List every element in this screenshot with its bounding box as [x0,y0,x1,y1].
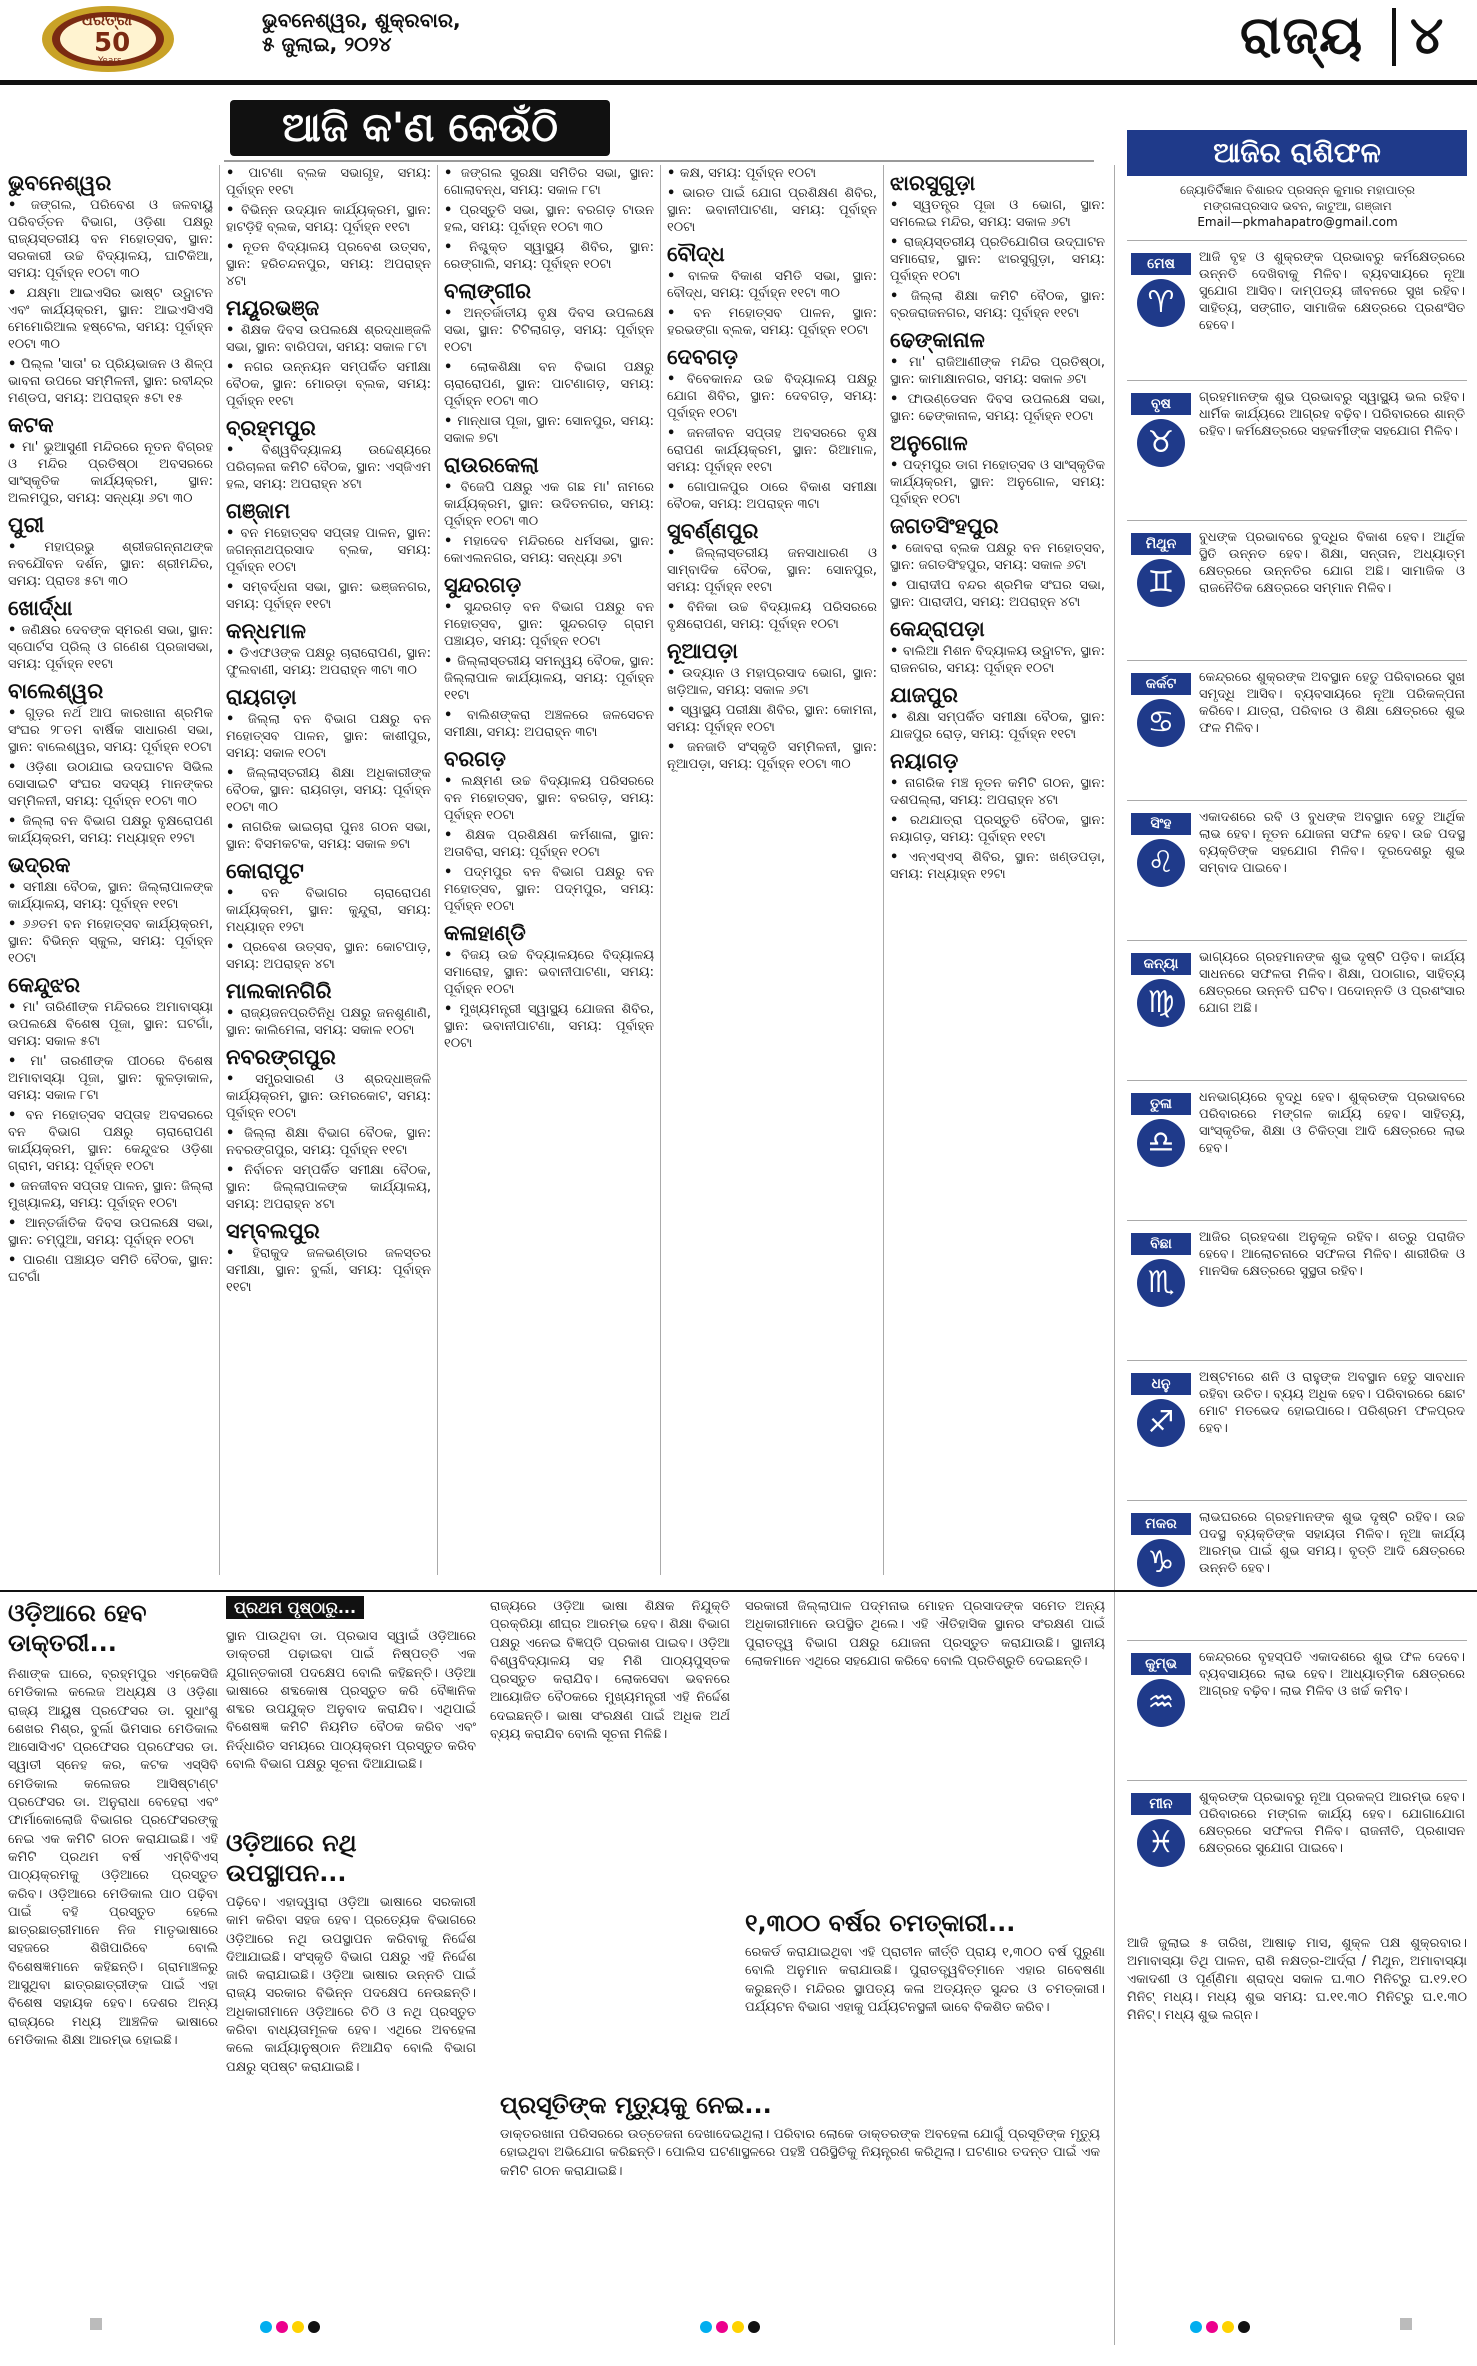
event-listing: • ନାଗରିକ ମଞ୍ଚ ନୂତନ କମିଟି ଗଠନ, ସ୍ଥାନ: ଦଶପଲ୍ଲା, ସମୟ: ଅପରାହ୍ନ ୪ଟା [890,775,1105,809]
event-listing: • ଶିକ୍ଷା ସମ୍ପର୍କିତ ସମୀକ୍ଷା ବୈଠକ, ସ୍ଥାନ: ଯାଜପୁର ରୋଡ଼, ସମୟ: ପୂର୍ବାହ୍ନ ୧୧ଟା [890,709,1105,743]
section-title: ରାଜ୍ୟ [1240,6,1364,66]
logo-sub: Years [98,56,122,66]
horoscope-row [1127,660,1467,801]
zodiac-sign-label: ତୁଳା [1131,1093,1191,1115]
event-listing: • ଉଦ୍ୟାନ ଓ ମହାପ୍ରସାଦ ଭୋଗ, ସ୍ଥାନ: ଖଡ଼ିଆଳ, ସମୟ: ସକାଳ ୬ଟା [667,665,877,699]
event-listing: • ବନ ବିଭାଗର ଚାରାରୋପଣ କାର୍ଯ୍ୟକ୍ରମ, ସ୍ଥାନ: କୁନ୍ଦୁରା, ସମୟ: ମଧ୍ୟାହ୍ନ ୧୨ଟା [226,885,431,936]
event-listing: • ବାଲିଆ ମିଶନ ବିଦ୍ୟାଳୟ ଉଦ୍ଘାଟନ, ସ୍ଥାନ: ରାଜନଗର, ସମୟ: ପୂର୍ବାହ୍ନ ୧୦ଟା [890,643,1105,677]
registration-mark-right [1400,2318,1412,2332]
zodiac-symbol-icon: ♌ [1137,839,1185,887]
event-listing: • ମା' ରାଜିଆଣୀଙ୍କ ମନ୍ଦିର ପ୍ରତିଷ୍ଠା, ସ୍ଥାନ: କାମାକ୍ଷାନଗର, ସମୟ: ସକାଳ ୬ଟା [890,354,1105,388]
event-listing: • ମହାପ୍ରଭୁ ଶ୍ରୀଜଗନ୍ନାଥଙ୍କ ନବଯୌବନ ଦର୍ଶନ, ସ୍ଥାନ: ଶ୍ରୀମନ୍ଦିର, ସମୟ: ପ୍ରାତଃ ୫ଟା ୩୦ [8,539,213,590]
event-listing: • ପ୍ରସ୍ତୁତି ସଭା, ସ୍ଥାନ: ବରଗଡ଼ ଟାଉନ ହଲ, ସମୟ: ପୂର୍ବାହ୍ନ ୧୦ଟା ୩୦ [444,202,654,236]
city-heading: ପୁରୀ [8,513,45,537]
event-listing: • ବନ ମହୋତ୍ସବ ସପ୍ତାହ ଅବସରରେ ବନ ବିଭାଗ ପକ୍ଷରୁ ଚାରାରୋପଣ କାର୍ଯ୍ୟକ୍ରମ, ସ୍ଥାନ: କେନ୍ଦୁଝର ଓଡ଼ିଶା ଗ୍ରାମ, ସମୟ: ପୂର୍ବାହ୍ନ ୧୦ଟା [8,1107,213,1175]
event-listing: • ନିଶ୍ଚୁକ୍ତ ସ୍ୱାସ୍ଥ୍ୟ ଶିବିର, ସ୍ଥାନ: ରେଙ୍ଗାଲି, ସମୟ: ପୂର୍ବାହ୍ନ ୧୦ଟା [444,239,654,273]
event-listing: • ଗୁଡ଼ର ନର୍ଥ ଆପ କାରଖାନା ଶ୍ରମିକ ସଂଘର ୨୮ତମ ବାର୍ଷିକ ସାଧାରଣ ସଭା, ସ୍ଥାନ: ବାଲେଶ୍ୱର, ସମୟ: ପୂର୍ବାହ୍ନ ୧୦ଟା [8,705,213,756]
listing-column-5 [890,165,1105,1575]
story-1-body: ନିଶାଙ୍କ ଘାରେ, ବ୍ରହ୍ମପୁର ଏମ୍‌କେସିଜି ମେଡିକାଲ କଲେଜ ଅଧ୍ୟକ୍ଷ ଓ ଓଡ଼ିଶା ରାଜ୍ୟ ଆୟୁଷ ପ୍ରଫେସର ଡା. ସୁଧାଂଶୁ ଶେଖର ମିଶ୍ର, ବୁର୍ଲା ଭିମସାର ମେଡିକାଲ ଆସୋସିଏଟ ପ୍ରଫେସର ପ୍ରଫେସର ଡା. ସ୍ୱାତୀ ସ୍ନେହ କର, କଟକ ଏସ୍‌ସିବି ମେଡିକାଲ କଲେଜର ଆସିଷ୍ଟାଣ୍ଟ ପ୍ରଫେସର ଡା. ଅନୁରାଧା ବେହେରା ଏବଂ ଫାର୍ମାକୋଲୋଜି ବିଭାଗର ପ୍ରଫେସରଙ୍କୁ ନେଇ ଏକ କମିଟି ଗଠନ କରାଯାଇଛି। ଏହି କମିଟି ପ୍ରଥମ ବର୍ଷ ଏମ୍‌ବିବିଏସ୍ ପାଠ୍ୟକ୍ରମକୁ ଓଡ଼ିଆରେ ପ୍ରସ୍ତୁତ କରିବ। ଓଡ଼ିଆରେ ମେଡିକାଲ ପାଠ ପଢ଼ିବା ପାଇଁ ବହି ପ୍ରସ୍ତୁତ ହେଲେ ଛାତ୍ରଛାତ୍ରୀମାନେ ନିଜ ମାତୃଭାଷାରେ ସହଜରେ ଶିଖିପାରିବେ ବୋଲି ବିଶେଷଜ୍ଞମାନେ କହିଛନ୍ତି। ଗ୍ରାମାଞ୍ଚଳରୁ ଆସୁଥିବା ଛାତ୍ରଛାତ୍ରୀଙ୍କ ପାଇଁ ଏହା ବିଶେଷ ସହାୟକ ହେବ। ଦେଶର ଅନ୍ୟ ରାଜ୍ୟରେ ମଧ୍ୟ ଆଞ୍ଚଳିକ ଭାଷାରେ ମେଡିକାଲ ଶିକ୍ଷା ଆରମ୍ଭ ହୋଇଛି। [8,1667,218,2048]
event-listing: • ରଥଯାତ୍ରା ପ୍ରସ୍ତୁତି ବୈଠକ, ସ୍ଥାନ: ନୟାଗଡ଼, ସମୟ: ପୂର୍ବାହ୍ନ ୧୧ଟା [890,812,1105,846]
horoscope-title: ଆଜିର ରାଶିଫଳ [1127,130,1467,176]
zodiac-symbol-icon: ♉ [1137,419,1185,467]
astrologer-address: ମଙ୍ଗଳାପ୍ରସାଦ ଭବନ, କାଟୁଆ, ଗଞ୍ଜାମ [1203,199,1392,213]
zodiac-sign-label: ମେଷ [1131,253,1191,275]
horoscope-row [1127,1220,1467,1361]
event-listing: • ୬୬ତମ ବନ ମହୋତ୍ସବ କାର୍ଯ୍ୟକ୍ରମ, ସ୍ଥାନ: ବିଭିନ୍ନ ସ୍କୁଲ, ସମୟ: ପୂର୍ବାହ୍ନ ୧୦ଟା [8,916,213,967]
event-listing: • ଭାରତ ପାଇଁ ଯୋଗ ପ୍ରଶିକ୍ଷଣ ଶିବିର, ସ୍ଥାନ: ଭବାନୀପାଟଣା, ସମୟ: ପୂର୍ବାହ୍ନ ୧୦ଟା [667,185,877,236]
city-heading: ନୂଆପଡ଼ା [667,639,738,663]
city-heading: ଦେବଗଡ଼ [667,345,738,369]
section-divider [1392,8,1396,66]
city-heading: କଳାହାଣ୍ଡି [444,921,526,945]
event-listing: • ଜନଜୀବନ ସପ୍ତାହ ପାଳନ, ସ୍ଥାନ: ଜିଲ୍ଲା ମୁଖ୍ୟାଳୟ, ସମୟ: ପୂର୍ବାହ୍ନ ୧୦ଟା [8,1178,213,1212]
event-listing: • ଜୋବରା ବ୍ଲକ ପକ୍ଷରୁ ବନ ମହୋତ୍ସବ, ସ୍ଥାନ: ଜଗତସିଂହପୁର, ସମୟ: ସକାଳ ୬ଟା [890,540,1105,574]
event-listing: • ସ୍ୱତନ୍ତ୍ର ପୂଜା ଓ ଭୋଗ, ସ୍ଥାନ: ସମଲେଇ ମନ୍ଦିର, ସମୟ: ସକାଳ ୬ଟା [890,197,1105,231]
zodiac-symbol-icon: ♏ [1137,1259,1185,1307]
event-listing: • ବାଳକ ବିକାଶ ସମିତି ସଭା, ସ୍ଥାନ: ବୌଦ୍ଧ, ସମୟ: ପୂର୍ବାହ୍ନ ୧୧ଟା ୩୦ [667,268,877,302]
event-listing: • ବିଭିନ୍ନ ଉଦ୍ୟାନ କାର୍ଯ୍ୟକ୍ରମ, ସ୍ଥାନ: ହାଟଡ଼ିହି ବ୍ଲକ, ସମୟ: ପୂର୍ବାହ୍ନ ୧୧ଟା [226,202,431,236]
city-heading: ମାଲକାନଗିରି [226,979,332,1003]
horoscope-text: ଏକାଦଶରେ ରବି ଓ ବୁଧଙ୍କ ଅବସ୍ଥାନ ହେତୁ ଆର୍ଥିକ ଲାଭ ହେବ। ନୂତନ ଯୋଜନା ସଫଳ ହେବ। ଉଚ୍ଚ ପଦସ୍ଥ ବ୍ୟକ୍ତିଙ୍କ ସହଯୋଗ ମିଳିବ। ଦୂରଦେଶରୁ ଶୁଭ ସମ୍ବାଦ ପାଇବେ। [1199,810,1465,876]
event-listing: • ମାନ୍ଧାତା ପୂଜା, ସ୍ଥାନ: ସୋନପୁର, ସମୟ: ସକାଳ ୭ଟା [444,413,654,447]
event-listing: • ଜଙ୍ଗଲ, ପରିବେଶ ଓ ଜଳବାୟୁ ପରିବର୍ତ୍ତନ ବିଭାଗ, ଓଡ଼ିଶା ପକ୍ଷରୁ ରାଜ୍ୟସ୍ତରୀୟ ବନ ମହୋତ୍ସବ, ସ୍ଥାନ: ସରକାରୀ ଉଚ୍ଚ ବିଦ୍ୟାଳୟ, ଘାଟିକିଆ, ସମୟ: ପୂର୍ବାହ୍ନ ୧୦ଟା ୩୦ [8,197,213,282]
event-listing: • ବିନିକା ଉଚ୍ଚ ବିଦ୍ୟାଳୟ ପରିସରରେ ବୃକ୍ଷରୋପଣ, ସମୟ: ପୂର୍ବାହ୍ନ ୧୦ଟା [667,599,877,633]
event-listing: • ମା' ଭୁଆସୁଣୀ ମନ୍ଦିରରେ ନୂତନ ବିଗ୍ରହ ଓ ମନ୍ଦିର ପ୍ରତିଷ୍ଠା ଅବସରରେ ସାଂସ୍କୃତିକ କାର୍ଯ୍ୟକ୍ରମ, ସ୍ଥାନ: ଅଲମପୁର, ସମୟ: ସନ୍ଧ୍ୟା ୬ଟା ୩୦ [8,439,213,507]
story-6-headline: ୧,୩୦୦ ବର୍ଷର ଚମତ୍କାରୀ... [745,1909,1016,1937]
city-heading: ବୌଦ୍ଧ [667,242,725,266]
column-divider [219,165,220,1575]
city-heading: ବରଗଡ଼ [444,747,506,771]
event-listing: • ବିଜୟ ଉଚ୍ଚ ବିଦ୍ୟାଳୟରେ ବିଦ୍ୟାଳୟ ସମାରୋହ, ସ୍ଥାନ: ଭବାନୀପାଟଣା, ସମୟ: ପୂର୍ବାହ୍ନ ୧୦ଟା [444,947,654,998]
zodiac-symbol-icon: ♒ [1137,1679,1185,1727]
event-listing: • ବିବେକାନନ୍ଦ ଉଚ୍ଚ ବିଦ୍ୟାଳୟ ପକ୍ଷରୁ ଯୋଗ ଶିବିର, ସ୍ଥାନ: ଦେବଗଡ଼, ସମୟ: ପୂର୍ବାହ୍ନ ୧୦ଟା [667,371,877,422]
zodiac-symbol-icon: ♍ [1137,979,1185,1027]
event-listing: • ସୁନ୍ଦରଗଡ଼ ବନ ବିଭାଗ ପକ୍ଷରୁ ବନ ମହୋତ୍ସବ, ସ୍ଥାନ: ସୁନ୍ଦରଗଡ଼ ଗ୍ରାମ ପଞ୍ଚାୟତ, ସମୟ: ପୂର୍ବାହ୍ନ ୧୦ଟା [444,599,654,650]
event-listing: • ଜିଲ୍ଲାସ୍ତରୀୟ ସମନ୍ୱୟ ବୈଠକ, ସ୍ଥାନ: ଜିଲ୍ଲାପାଳ କାର୍ଯ୍ୟାଳୟ, ସମୟ: ପୂର୍ବାହ୍ନ ୧୧ଟା [444,653,654,704]
story-3-headline: ଓଡ଼ିଆରେ ନଥି ଉପସ୍ଥାପନ... [226,1829,357,1887]
story-5-body: ସରକାରୀ ଜିଲ୍ଲାପାଳ ପଦ୍ମନାଭ ମୋହନ ପ୍ରସାଦଙ୍କ ସମେତ ଅନ୍ୟ ଅଧିକାରୀମାନେ ଉପସ୍ଥିତ ଥିଲେ। ଏହି ଐତିହାସିକ ସ୍ଥାନର ସଂରକ୍ଷଣ ପାଇଁ ପୁରାତତ୍ତ୍ୱ ବିଭାଗ ପକ୍ଷରୁ ଯୋଜନା ପ୍ରସ୍ତୁତ କରାଯାଉଛି। ସ୍ଥାନୀୟ ଲୋକମାନେ ଏଥିରେ ସହଯୋଗ କରିବେ ବୋଲି ପ୍ରତିଶ୍ରୁତି ଦେଇଛନ୍ତି। [745,1599,1105,1669]
event-listing: • ରାଜ୍ୟସ୍ତରୀୟ ପ୍ରତିଯୋଗିତା ଉଦ୍‌ଘାଟନ ସମାରୋହ, ସ୍ଥାନ: ଝାରସୁଗୁଡ଼ା, ସମୟ: ପୂର୍ବାହ୍ନ ୧୦ଟା [890,234,1105,285]
horoscope-row [1127,1640,1467,1781]
event-listing: • ଗୋପାଳପୁର ଠାରେ ବିକାଶ ସମୀକ୍ଷା ବୈଠକ, ସମୟ: ଅପରାହ୍ନ ୩ଟା [667,479,877,513]
zodiac-sign-label: କର୍କଟ [1131,673,1191,695]
event-listing: • ଓଡ଼ିଶା ଉଠାଯାଇ ଉଦଘାଟନ ସିଭିଲ ସୋସାଇଟି ସଂଘର ସଦସ୍ୟ ମାନଙ୍କର ସମ୍ମିଳନୀ, ସମୟ: ପୂର୍ବାହ୍ନ ୧୦ଟା ୩୦ [8,759,213,810]
cmyk-dots-2 [700,2318,764,2332]
zodiac-sign-label: ମକର [1131,1513,1191,1535]
city-heading: କେନ୍ଦ୍ରାପଡ଼ା [890,617,985,641]
event-listing: • ମହାଦେବ ମନ୍ଦିରରେ ଧର୍ମସଭା, ସ୍ଥାନ: କୋଏଲନଗର, ସମୟ: ସନ୍ଧ୍ୟା ୬ଟା [444,533,654,567]
city-heading: କୋରାପୁଟ [226,859,304,883]
logo-number: 50 [94,28,131,58]
horoscope-row [1127,1780,1467,1921]
city-heading: ଖୋର୍ଦ୍ଧା [8,596,73,620]
event-listing: • ପଦ୍ମପୁର ବନ ବିଭାଗ ପକ୍ଷରୁ ବନ ମହୋତ୍ସବ, ସ୍ଥାନ: ପଦ୍ମପୁର, ସମୟ: ପୂର୍ବାହ୍ନ ୧୦ଟା [444,864,654,915]
event-listing: • ଶିକ୍ଷକ ଦିବସ ଉପଲକ୍ଷେ ଶ୍ରଦ୍ଧାଞ୍ଜଳି ସଭା, ସ୍ଥାନ: ବାରିପଦା, ସମୟ: ସକାଳ ୮ଟା [226,322,431,356]
event-listing: • ବନ ମହୋତ୍ସବ ପାଳନ, ସ୍ଥାନ: ହରଭଙ୍ଗା ବ୍ଲକ, ସମୟ: ପୂର୍ବାହ୍ନ ୧୦ଟା [667,305,877,339]
story-7-body: ଡାକ୍ତରଖାନା ପରିସରରେ ଉତ୍ତେଜନା ଦେଖାଦେଇଥିଲା। ପରିବାର ଲୋକେ ଡାକ୍ତରଙ୍କ ଅବହେଳା ଯୋଗୁଁ ପ୍ରସୂତିଙ୍କ ମୃତ୍ୟୁ ହୋଇଥିବା ଅଭିଯୋଗ କରିଛନ୍ତି। ପୋଲିସ ଘଟଣାସ୍ଥଳରେ ପହଞ୍ଚି ପରିସ୍ଥିତିକୁ ନିୟନ୍ତ୍ରଣ କରିଥିଲା। ଘଟଣାର ତଦନ୍ତ ପାଇଁ ଏକ କମିଟି ଗଠନ କରାଯାଇଛି। [500,2127,1100,2179]
event-listing: • ଜନଜାତି ସଂସ୍କୃତି ସମ୍ମିଳନୀ, ସ୍ଥାନ: ନୂଆପଡ଼ା, ସମୟ: ପୂର୍ବାହ୍ନ ୧୦ଟା ୩୦ [667,739,877,773]
story-4-body: ରାଜ୍ୟରେ ଓଡ଼ିଆ ଭାଷା ଶିକ୍ଷକ ନିଯୁକ୍ତି ପ୍ରକ୍ରିୟା ଶୀଘ୍ର ଆରମ୍ଭ ହେବ। ଶିକ୍ଷା ବିଭାଗ ପକ୍ଷରୁ ଏନେଇ ବିଜ୍ଞପ୍ତି ପ୍ରକାଶ ପାଇବ। ଓଡ଼ିଆ ବିଶ୍ୱବିଦ୍ୟାଳୟ ସହ ମିଶି ପାଠ୍ୟପୁସ୍ତକ ପ୍ରସ୍ତୁତ କରାଯିବ। ଲୋକସେବା ଭବନରେ ଆୟୋଜିତ ବୈଠକରେ ମୁଖ୍ୟମନ୍ତ୍ରୀ ଏହି ନିର୍ଦ୍ଦେଶ ଦେଇଛନ୍ତି। ଭାଷା ସଂରକ୍ଷଣ ପାଇଁ ଅଧିକ ଅର୍ଥ ବ୍ୟୟ କରାଯିବ ବୋଲି ସୂଚନା ମିଳିଛି। [490,1599,730,1743]
listings-banner: ଆଜି କ'ଣ କେଉଁଠି [230,100,610,156]
event-listing: • ବାଲିଶଙ୍କରା ଅଞ୍ଚଳରେ ଜଳସେଚନ ସମୀକ୍ଷା, ସମୟ: ଅପରାହ୍ନ ୩ଟା [444,707,654,741]
story-1-headline: ଓଡ଼ିଆରେ ହେବ ଡାକ୍ତରୀ... [8,1599,147,1657]
dateline-day: ଭୁବନେଶ୍ୱର, ଶୁକ୍ରବାର, [262,8,461,32]
story-2 [226,1598,476,2364]
city-heading: ଭଦ୍ରକ [8,853,71,877]
story-7-headline: ପ୍ରସୂତିଙ୍କ ମୃତ୍ୟୁକୁ ନେଇ... [500,2091,772,2119]
zodiac-sign-label: ମୀନ [1131,1793,1191,1815]
horoscope-text: ଭାଗ୍ୟରେ ଗ୍ରହମାନଙ୍କ ଶୁଭ ଦୃଷ୍ଟି ପଡ଼ିବ। କାର୍ଯ୍ୟ ସାଧନରେ ସଫଳତା ମିଳିବ। ଶିକ୍ଷା, ପଠାଗାର, ସାହିତ୍ୟ କ୍ଷେତ୍ରରେ ଉନ୍ନତି ଘଟିବ। ପଦୋନ୍ନତି ଓ ପ୍ରଶଂସାର ଯୋଗ ଅଛି। [1199,950,1465,1016]
event-listing: • ପାରାଦୀପ ବନ୍ଦର ଶ୍ରମିକ ସଂଘର ସଭା, ସ୍ଥାନ: ପାରାଦୀପ, ସମୟ: ଅପରାହ୍ନ ୪ଟା [890,577,1105,611]
city-heading: ନୟାଗଡ଼ [890,749,959,773]
event-listing: • ନୂତନ ବିଦ୍ୟାଳୟ ପ୍ରବେଶ ଉତ୍ସବ, ସ୍ଥାନ: ହରିଚନ୍ଦନପୁର, ସମୟ: ଅପରାହ୍ନ ୪ଟା [226,239,431,290]
banner-rule [224,160,1094,162]
event-listing: • ଜନଜୀବନ ସପ୍ତାହ ଅବସରରେ ବୃକ୍ଷ ରୋପଣ କାର୍ଯ୍ୟକ୍ରମ, ସ୍ଥାନ: ରିଆମାଳ, ସମୟ: ପୂର୍ବାହ୍ନ ୧୧ଟା [667,425,877,476]
event-listing: • ସ୍ୱାସ୍ଥ୍ୟ ପରୀକ୍ଷା ଶିବିର, ସ୍ଥାନ: କୋମନା, ସମୟ: ପୂର୍ବାହ୍ନ ୧୦ଟା [667,702,877,736]
event-listing: • ମୁଖ୍ୟମନ୍ତ୍ରୀ ସ୍ୱାସ୍ଥ୍ୟ ଯୋଜନା ଶିବିର, ସ୍ଥାନ: ଭବାନୀପାଟଣା, ସମୟ: ପୂର୍ବାହ୍ନ ୧୦ଟା [444,1001,654,1052]
zodiac-sign-label: କୁମ୍ଭ [1131,1653,1191,1675]
from-front-page-tag: ପ୍ରଥମ ପୃଷ୍ଠାରୁ... [226,1596,364,1619]
zodiac-sign-label: ଧନୁ [1131,1373,1191,1395]
horoscope-text: ଅଷ୍ଟମରେ ଶନି ଓ ରାହୁଙ୍କ ଅବସ୍ଥାନ ହେତୁ ସାବଧାନ ରହିବା ଉଚିତ। ବ୍ୟୟ ଅଧିକ ହେବ। ପରିବାରରେ ଛୋଟ ମୋଟ ମତଭେଦ ହୋଇପାରେ। ପରିଶ୍ରମ ଫଳପ୍ରଦ ହେବ। [1199,1370,1465,1436]
logo-title: ଧରିତ୍ରୀ [82,10,132,29]
listing-column-3 [444,165,654,1575]
story-5 [745,1598,1105,2104]
zodiac-symbol-icon: ♋ [1137,699,1185,747]
cmyk-dots-1 [260,2318,324,2332]
city-heading: ମୟୂରଭଞ୍ଜ [226,296,320,320]
page-number: ୪ [1410,6,1444,66]
horoscope-text: ଶୁକ୍ରଙ୍କ ପ୍ରଭାବରୁ ନୂଆ ପ୍ରକଳ୍ପ ଆରମ୍ଭ ହେବ। ପରିବାରରେ ମଙ୍ଗଳ କାର୍ଯ୍ୟ ହେବ। ଯୋଗାଯୋଗ କ୍ଷେତ୍ରରେ ସଫଳତା ମିଳିବ। ରାଜନୀତି, ପ୍ରଶାସନ କ୍ଷେତ୍ରରେ ସୁଯୋଗ ପାଇବେ। [1199,1790,1465,1856]
zodiac-sign-label: କନ୍ୟା [1131,953,1191,975]
astrologer-email: Email—pkmahapatro@gmail.com [1197,215,1398,229]
city-heading: ରାୟଗଡ଼ା [226,685,297,709]
masthead [0,0,1477,80]
event-listing: • ପ୍ରବେଶ ଉତ୍ସବ, ସ୍ଥାନ: କୋଟପାଡ଼, ସମୟ: ଅପରାହ୍ନ ୪ଟା [226,939,431,973]
zodiac-symbol-icon: ♓ [1137,1819,1185,1867]
event-listing: • ଜଙ୍ଗଲ ସୁରକ୍ଷା ସମିତିର ସଭା, ସ୍ଥାନ: ଗୋଲାବନ୍ଧ, ସମୟ: ସକାଳ ୮ଟା [444,165,654,199]
event-listing: • ପାରଣା ପଞ୍ଚାୟତ ସମିତି ବୈଠକ, ସ୍ଥାନ: ଘଟଗାଁ [8,1252,213,1286]
zodiac-sign-label: ମିଥୁନ [1131,533,1191,555]
city-heading: ଢେଙ୍କାନାଳ [890,328,985,352]
event-listing: • ରାଜ୍ୟଜନପ୍ରତିନିଧି ପକ୍ଷରୁ ଜନଶୁଣାଣି, ସ୍ଥାନ: କାଲିମେଳା, ସମୟ: ସକାଳ ୧୦ଟା [226,1005,431,1039]
horoscope-row [1127,1500,1467,1641]
listing-column-1 [8,165,213,1575]
cmyk-dots-3 [1190,2318,1254,2332]
city-heading: ଗଞ୍ଜାମ [226,499,291,523]
zodiac-symbol-icon: ♈ [1137,279,1185,327]
event-listing: • ଡିଏଫଓଙ୍କ ପକ୍ଷରୁ ଚାରାରୋପଣ, ସ୍ଥାନ: ଫୁଲବାଣୀ, ସମୟ: ଅପରାହ୍ନ ୩ଟା ୩୦ [226,645,431,679]
event-listing: • ଜିଲ୍ଲା ବନ ବିଭାଗ ପକ୍ଷରୁ ବୃକ୍ଷରୋପଣ କାର୍ଯ୍ୟକ୍ରମ, ସମୟ: ମଧ୍ୟାହ୍ନ ୧୨ଟା [8,813,213,847]
event-listing: • ମା' ତାରିଣୀଙ୍କ ମନ୍ଦିରରେ ଅମାବାସ୍ୟା ଉପଲକ୍ଷେ ବିଶେଷ ପୂଜା, ସ୍ଥାନ: ଘଟଗାଁ, ସମୟ: ସକାଳ ୫ଟା [8,999,213,1050]
dateline-date: ୫ ଜୁଲାଇ, ୨୦୨୪ [262,32,392,56]
horoscope-text: ଗ୍ରହମାନଙ୍କ ଶୁଭ ପ୍ରଭାବରୁ ସ୍ୱାସ୍ଥ୍ୟ ଭଲ ରହିବ। ଧାର୍ମିକ କାର୍ଯ୍ୟରେ ଆଗ୍ରହ ବଢ଼ିବ। ପରିବାରରେ ଶାନ୍ତି ରହିବ। କର୍ମକ୍ଷେତ୍ରରେ ସହକର୍ମୀଙ୍କ ସହଯୋଗ ମିଳିବ। [1199,390,1465,439]
event-listing: • ଜିଲ୍ଲା ଶିକ୍ଷା ବିଭାଗ ବୈଠକ, ସ୍ଥାନ: ନବରଙ୍ଗପୁର, ସମୟ: ପୂର୍ବାହ୍ନ ୧୧ଟା [226,1125,431,1159]
event-listing: • ଜିଲ୍ଲା ବନ ବିଭାଗ ପକ୍ଷରୁ ବନ ମହୋତ୍ସବ ପାଳନ, ସ୍ଥାନ: କାଶୀପୁର, ସମୟ: ସକାଳ ୧୦ଟା [226,711,431,762]
horoscope-row [1127,1080,1467,1221]
city-heading: ବଲାଙ୍ଗୀର [444,279,531,303]
event-listing: • ନିର୍ବାଚନ ସମ୍ପର୍କିତ ସମୀକ୍ଷା ବୈଠକ, ସ୍ଥାନ: ଜିଲ୍ଲାପାଳଙ୍କ କାର୍ଯ୍ୟାଳୟ, ସମୟ: ଅପରାହ୍ନ ୪ଟା [226,1162,431,1213]
event-listing: • ଲକ୍ଷ୍ମଣ ଉଚ୍ଚ ବିଦ୍ୟାଳୟ ପରିସରରେ ବନ ମହୋତ୍ସବ, ସ୍ଥାନ: ବରଗଡ଼, ସମୟ: ପୂର୍ବାହ୍ନ ୧୦ଟା [444,773,654,824]
event-listing: • ନାଗରିକ ଭାଇଚାରା ପୁନଃ ଗଠନ ସଭା, ସ୍ଥାନ: ବିସମକଟକ, ସମୟ: ସକାଳ ୭ଟା [226,819,431,853]
horoscope-row [1127,800,1467,941]
registration-mark-left [90,2318,102,2332]
horoscope-text: ଆଜି ବୃହ ଓ ଶୁକ୍ରଙ୍କ ପ୍ରଭାବରୁ କର୍ମକ୍ଷେତ୍ରରେ ଉନ୍ନତି ଦେଖିବାକୁ ମିଳିବ। ବ୍ୟବସାୟରେ ନୂଆ ସୁଯୋଗ ଆସିବ। ଦାମ୍ପତ୍ୟ ଜୀବନରେ ସୁଖ ରହିବ। ସାହିତ୍ୟ, ସଙ୍ଗୀତ, ସାମାଜିକ କ୍ଷେତ୍ରରେ ପ୍ରଶଂସିତ ହେବେ। [1199,250,1465,333]
horoscope-byline [1130,182,1465,230]
column-divider [1114,165,1115,2345]
column-divider [660,165,661,1575]
event-listing: • ଅନ୍ତର୍ଜାତୀୟ ବୃକ୍ଷ ଦିବସ ଉପଲକ୍ଷେ ସଭା, ସ୍ଥାନ: ଟିଟିଲାଗଡ଼, ସମୟ: ପୂର୍ବାହ୍ନ ୧୦ଟା [444,305,654,356]
lower-section-rule [0,1590,1477,1592]
event-listing: • ବିଶ୍ୱବିଦ୍ୟାଳୟ ଉଦ୍ଦେଶ୍ୟରେ ପରିଚାଳନା କମିଟି ବୈଠକ, ସ୍ଥାନ: ଏସ୍‌ଜିଏମ ହଲ, ସମୟ: ଅପରାହ୍ନ ୪ଟା [226,442,431,493]
event-listing: • ଜଣିକ୍ଷର ଦେବଙ୍କ ସ୍ମରଣ ସଭା, ସ୍ଥାନ: ସ୍ପୋର୍ଟସ ପ୍ରିଲ୍ ଓ ଗଣେଶ ପ୍ରଜାସଭା, ସମୟ: ପୂର୍ବାହ୍ନ ୧୧ଟା [8,622,213,673]
event-listing: • ନଗର ଉନ୍ନୟନ ସମ୍ପର୍କିତ ସମୀକ୍ଷା ବୈଠକ, ସ୍ଥାନ: ମୋରଡ଼ା ବ୍ଲକ, ସମୟ: ପୂର୍ବାହ୍ନ ୧୧ଟା [226,359,431,410]
horoscope-row [1127,380,1467,521]
city-heading: ବ୍ରହ୍ମପୁର [226,416,316,440]
zodiac-symbol-icon: ♑ [1137,1539,1185,1587]
listing-column-2 [226,165,431,1575]
city-heading: ସୁବର୍ଣ୍ଣପୁର [667,519,759,543]
city-heading: ସୁନ୍ଦରଗଡ଼ [444,573,522,597]
city-heading: ଅନୁଗୋଳ [890,431,968,455]
city-heading: କଟକ [8,413,54,437]
event-listing: • ପାଟଣା ବ୍ଲକ ସଭାଗୃହ, ସମୟ: ପୂର୍ବାହ୍ନ ୧୧ଟା [226,165,431,199]
masthead-rule [0,80,1477,85]
horoscope-row [1127,240,1467,381]
event-listing: • ସମୀକ୍ଷା ବୈଠକ, ସ୍ଥାନ: ଜିଲ୍ଲାପାଳଙ୍କ କାର୍ଯ୍ୟାଳୟ, ସମୟ: ପୂର୍ବାହ୍ନ ୧୧ଟା [8,879,213,913]
story-2-body: ସ୍ଥାନ ପାଉଥିବା ଡା. ପ୍ରଭାସ ସ୍ୱାଇଁ ଓଡ଼ିଆରେ ଡାକ୍ତରୀ ପଢ଼ାଇବା ପାଇଁ ନିଷ୍ପତ୍ତି ଏକ ଯୁଗାନ୍ତକାରୀ ପଦକ୍ଷେପ ବୋଲି କହିଛନ୍ତି। ଓଡ଼ିଆ ଭାଷାରେ ଶବ୍ଦକୋଷ ପ୍ରସ୍ତୁତ କରି ବୈଜ୍ଞାନିକ ଶବ୍ଦର ଉପଯୁକ୍ତ ଅନୁବାଦ କରାଯିବ। ଏଥିପାଇଁ ବିଶେଷଜ୍ଞ କମିଟି ନିୟମିତ ବୈଠକ କରିବ ଏବଂ ନିର୍ଦ୍ଧାରିତ ସମୟରେ ପାଠ୍ୟକ୍ରମ ପ୍ରସ୍ତୁତ କରିବ ବୋଲି ବିଭାଗ ପକ୍ଷରୁ ସୂଚନା ଦିଆଯାଇଛି। [226,1629,476,1773]
story-1 [8,1598,218,2366]
dateline [262,8,462,56]
city-heading: ଯାଜପୁର [890,683,958,707]
column-divider [437,165,438,1575]
event-listing: • ପିଲ୍ଲ 'ସାତା' ର ପ୍ରିୟଭାଜନ ଓ ଶିଳ୍ପ ଭାବନା ଉପରେ ସମ୍ମିଳନୀ, ସ୍ଥାନ: ରବୀନ୍ଦ୍ର ମଣ୍ଡପ, ସମୟ: ଅପରାହ୍ନ ୫ଟା ୧୫ [8,356,213,407]
horoscope-text: କେନ୍ଦ୍ରରେ ଶୁକ୍ରଙ୍କ ଅବସ୍ଥାନ ହେତୁ ପରିବାରରେ ସୁଖ ସମୃଦ୍ଧି ଆସିବ। ବ୍ୟବସାୟରେ ନୂଆ ପରିକଳ୍ପନା କରିବେ। ଯାତ୍ରା, ପରିବାର ଓ ଶିକ୍ଷା କ୍ଷେତ୍ରରେ ଶୁଭ ଫଳ ମିଳିବ। [1199,670,1465,736]
horoscope-text: ଲାଭଘରରେ ଗ୍ରହମାନଙ୍କ ଶୁଭ ଦୃଷ୍ଟି ରହିବ। ଉଚ୍ଚ ପଦସ୍ଥ ବ୍ୟକ୍ତିଙ୍କ ସହାୟତା ମିଳିବ। ନୂଆ କାର୍ଯ୍ୟ ଆରମ୍ଭ ପାଇଁ ଶୁଭ ସମୟ। ବୃତ୍ତି ଆଦି କ୍ଷେତ୍ରରେ ଉନ୍ନତି ହେବ। [1199,1510,1465,1576]
event-listing: • ପଦ୍ମପୁର ଡାଗ ମହୋତ୍ସବ ଓ ସାଂସ୍କୃତିକ କାର୍ଯ୍ୟକ୍ରମ, ସ୍ଥାନ: ଅନୁଗୋଳ, ସମୟ: ପୂର୍ବାହ୍ନ ୧୦ଟା [890,457,1105,508]
event-listing: • ଜିଲ୍ଲା ଶିକ୍ଷା କମିଟି ବୈଠକ, ସ୍ଥାନ: ବ୍ରଜରାଜନଗର, ସମୟ: ପୂର୍ବାହ୍ନ ୧୧ଟା [890,288,1105,322]
newspaper-logo [38,4,178,74]
panjika-footer: ଆଜି ଜୁଲାଇ ୫ ତାରିଖ, ଆଷାଢ଼ ମାସ, ଶୁକ୍ଳ ପକ୍ଷ ଶୁକ୍ରବାର। ଅମାବାସ୍ୟା ତିଥି ପାଳନ, ରାଶି ନକ୍ଷତ୍ର-ଆର୍ଦ୍ରା / ମିଥୁନ, ଅମାବାସ୍ୟା ଏକାଦଶୀ ଓ ପୂର୍ଣ୍ଣିମା ଶ୍ରାଦ୍ଧ ସକାଳ ଘ.୩୦ ମିନିଟ୍ରୁ ଘ.୧୨.୧୦ ମିନିଟ୍ ମଧ୍ୟ। ମଧ୍ୟ ଶୁଭ ସମୟ: ଘ.୧୧.୩୦ ମିନିଟ୍ରୁ ଘ.୧.୩୦ ମିନିଟ୍। ମଧ୍ୟ ଶୁଭ ଲଗ୍ନ। [1127,1936,1467,2023]
event-listing: • ଜିଲ୍ଲାସ୍ତରୀୟ ଶିକ୍ଷା ଅଧିକାରୀଙ୍କ ବୈଠକ, ସ୍ଥାନ: ରାୟଗଡ଼ା, ସମୟ: ପୂର୍ବାହ୍ନ ୧୦ଟା ୩୦ [226,765,431,816]
event-listing: • ସମ୍ପ୍ରସାରଣ ଓ ଶ୍ରଦ୍ଧାଞ୍ଜଳି କାର୍ଯ୍ୟକ୍ରମ, ସ୍ଥାନ: ଉମରକୋଟ, ସମୟ: ପୂର୍ବାହ୍ନ ୧୦ଟା [226,1071,431,1122]
event-listing: • ମା' ତାରଣୀଙ୍କ ପୀଠରେ ବିଶେଷ ଅମାବାସ୍ୟା ପୂଜା, ସ୍ଥାନ: କୁଳଡ଼ାକାଳ, ସମୟ: ସକାଳ ୮ଟା [8,1053,213,1104]
event-listing: • ଜିଲ୍ଲାସ୍ତରୀୟ ଜନସାଧାରଣ ଓ ସାମ୍ବାଦିକ ବୈଠକ, ସ୍ଥାନ: ସୋନପୁର, ସମୟ: ପୂର୍ବାହ୍ନ ୧୧ଟା [667,545,877,596]
city-heading: କନ୍ଧମାଳ [226,619,306,643]
zodiac-symbol-icon: ♐ [1137,1399,1185,1447]
city-heading: ଭୁବନେଶ୍ୱର [8,171,112,195]
event-listing: • କକ୍ଷ, ସମୟ: ପୂର୍ବାହ୍ନ ୧୦ଟା [667,165,877,182]
horoscope-text: କେନ୍ଦ୍ରରେ ବୃହସ୍ପତି ଏକାଦଶରେ ଶୁଭ ଫଳ ଦେବେ। ବ୍ୟବସାୟରେ ଲାଭ ହେବ। ଆଧ୍ୟାତ୍ମିକ କ୍ଷେତ୍ରରେ ଆଗ୍ରହ ବଢ଼ିବ। ଲାଭ ମିଳିବ ଓ ଖର୍ଚ୍ଚ କମିବ। [1199,1650,1465,1699]
story-7 [500,2090,1100,2286]
event-listing: • ଫାଉଣ୍ଡେସନ ଦିବସ ଉପଲକ୍ଷେ ସଭା, ସ୍ଥାନ: ଢେଙ୍କାନାଳ, ସମୟ: ପୂର୍ବାହ୍ନ ୧୦ଟା [890,391,1105,425]
horoscope-text: ବୁଧଙ୍କ ପ୍ରଭାବରେ ବୁଦ୍ଧିର ବିକାଶ ହେବ। ଆର୍ଥିକ ସ୍ଥିତି ଉନ୍ନତ ହେବ। ଶିକ୍ଷା, ସନ୍ତାନ, ଅଧ୍ୟାତ୍ମ କ୍ଷେତ୍ରରେ ଉନ୍ନତିର ଯୋଗ ଅଛି। ସାମାଜିକ ଓ ରାଜନୈତିକ କ୍ଷେତ୍ରରେ ସମ୍ମାନ ମିଳିବ। [1199,530,1465,596]
event-listing: • ଲୋକଶିକ୍ଷା ବନ ବିଭାଗ ପକ୍ଷରୁ ଚାରାରୋପଣ, ସ୍ଥାନ: ପାଟଣାଗଡ଼, ସମୟ: ପୂର୍ବାହ୍ନ ୧୦ଟା ୩୦ [444,359,654,410]
city-heading: ସମ୍ବଲପୁର [226,1219,320,1243]
city-heading: ବାଲେଶ୍ୱର [8,679,104,703]
zodiac-sign-label: ସିଂହ [1131,813,1191,835]
event-listing: • ବନ ମହୋତ୍ସବ ସପ୍ତାହ ପାଳନ, ସ୍ଥାନ: ଜଗନ୍ନାଥପ୍ରସାଦ ବ୍ଲକ, ସମୟ: ପୂର୍ବାହ୍ନ ୧୦ଟା [226,525,431,576]
city-heading: ରାଉରକେଲା [444,453,539,477]
zodiac-symbol-icon: ♎ [1137,1119,1185,1167]
event-listing: • ବିଜେପି ପକ୍ଷରୁ ଏକ ଗଛ ମା' ନାମରେ କାର୍ଯ୍ୟକ୍ରମ, ସ୍ଥାନ: ଉଦିତନଗର, ସମୟ: ପୂର୍ବାହ୍ନ ୧୦ଟା ୩୦ [444,479,654,530]
story-6-body: ରେକର୍ଡ କରାଯାଇଥିବା ଏହି ପ୍ରାଚୀନ କୀର୍ତ୍ତି ପ୍ରାୟ ୧,୩୦୦ ବର୍ଷ ପୁରୁଣା ବୋଲି ଅନୁମାନ କରାଯାଉଛି। ପୁରାତତ୍ତ୍ୱବିତ୍‌ମାନେ ଏହାର ଗବେଷଣା କରୁଛନ୍ତି। ମନ୍ଦିରର ସ୍ଥାପତ୍ୟ କଳା ଅତ୍ୟନ୍ତ ସୁନ୍ଦର ଓ ଚମତ୍କାରୀ। ପର୍ଯ୍ୟଟନ ବିଭାଗ ଏହାକୁ ପର୍ଯ୍ୟଟନସ୍ଥଳୀ ଭାବେ ବିକଶିତ କରିବ। [745,1945,1105,2015]
zodiac-symbol-icon: ♊ [1137,559,1185,607]
zodiac-sign-label: ବିଛା [1131,1233,1191,1255]
event-listing: • ଏନ୍‌ଏସ୍‌ଏସ୍ ଶିବିର, ସ୍ଥାନ: ଖଣ୍ଡପଡ଼ା, ସମୟ: ମଧ୍ୟାହ୍ନ ୧୨ଟା [890,849,1105,883]
horoscope-row [1127,940,1467,1081]
city-heading: ଝାରସୁଗୁଡ଼ା [890,171,976,195]
event-listing: • ସମ୍ବର୍ଦ୍ଧନା ସଭା, ସ୍ଥାନ: ଭଞ୍ଜନଗର, ସମୟ: ପୂର୍ବାହ୍ନ ୧୧ଟା [226,579,431,613]
city-heading: ଜଗତସିଂହପୁର [890,514,999,538]
column-divider [883,165,884,1575]
horoscope-row [1127,520,1467,661]
city-heading: କେନ୍ଦୁଝର [8,973,81,997]
event-listing: • ଯକ୍ଷ୍ମା ଆଇଏସିର ଭାଷ୍ଟ ଉଦ୍ଘାଟନ ଏବଂ କାର୍ଯ୍ୟକ୍ରମ, ସ୍ଥାନ: ଆଇଏସିଏସି ମେମୋରିଆଲ ହଷ୍ଟେଲ, ସମୟ: ପୂର୍ବାହ୍ନ ୧୦ଟା ୩୦ [8,285,213,353]
event-listing: • ହିରାକୁଦ ଜଳଭଣ୍ଡାର ଜଳସ୍ତର ସମୀକ୍ଷା, ସ୍ଥାନ: ବୁର୍ଲା, ସମୟ: ପୂର୍ବାହ୍ନ ୧୧ଟା [226,1245,431,1296]
event-listing: • ଆନ୍ତର୍ଜାତିକ ଦିବସ ଉପଲକ୍ଷେ ସଭା, ସ୍ଥାନ: ଚମ୍ପୁଆ, ସମୟ: ପୂର୍ବାହ୍ନ ୧୦ଟା [8,1215,213,1249]
horoscope-text: ଆଜିର ଗ୍ରହଦଶା ଅନୁକୂଳ ରହିବ। ଶତ୍ରୁ ପରାଜିତ ହେବେ। ଆଲୋଚନାରେ ସଫଳତା ମିଳିବ। ଶାରୀରିକ ଓ ମାନସିକ କ୍ଷେତ୍ରରେ ସୁସ୍ଥତା ରହିବ। [1199,1230,1465,1279]
story-3-body: ପଢ଼ିବେ। ଏହାଦ୍ୱାରା ଓଡ଼ିଆ ଭାଷାରେ ସରକାରୀ କାମ କରିବା ସହଜ ହେବ। ପ୍ରତ୍ୟେକ ବିଭାଗରେ ଓଡ଼ିଆରେ ନଥି ଉପସ୍ଥାପନ କରିବାକୁ ନିର୍ଦ୍ଦେଶ ଦିଆଯାଇଛି। ସଂସ୍କୃତି ବିଭାଗ ପକ୍ଷରୁ ଏହି ନିର୍ଦ୍ଦେଶ ଜାରି କରାଯାଇଛି। ଓଡ଼ିଆ ଭାଷାର ଉନ୍ନତି ପାଇଁ ରାଜ୍ୟ ସରକାର ବିଭିନ୍ନ ପଦକ୍ଷେପ ନେଉଛନ୍ତି। ଅଧିକାରୀମାନେ ଓଡ଼ିଆରେ ଚିଠି ଓ ନଥି ପ୍ରସ୍ତୁତ କରିବା ବାଧ୍ୟତାମୂଳକ ହେବ। ଏଥିରେ ଅବହେଳା କଲେ କାର୍ଯ୍ୟାନୁଷ୍ଠାନ ନିଆଯିବ ବୋଲି ବିଭାଗ ପକ୍ଷରୁ ସ୍ପଷ୍ଟ କରାଯାଇଛି। [226,1895,476,2075]
listing-column-4 [667,165,877,1575]
astrologer-name: ଜ୍ୟୋତିର୍ବିଜ୍ଞାନ ବିଶାରଦ ପ୍ରସନ୍ନ କୁମାର ମହାପାତ୍ର [1179,183,1415,197]
horoscope-text: ଧନଭାଗ୍ୟରେ ବୃଦ୍ଧି ହେବ। ଶୁକ୍ରଙ୍କ ପ୍ରଭାବରେ ପରିବାରରେ ମଙ୍ଗଳ କାର୍ଯ୍ୟ ହେବ। ସାହିତ୍ୟ, ସାଂସ୍କୃତିକ, ଶିକ୍ଷା ଓ ଚିକିତ୍ସା ଆଦି କ୍ଷେତ୍ରରେ ଲାଭ ହେବ। [1199,1090,1465,1156]
event-listing: • ଶିକ୍ଷକ ପ୍ରଶିକ୍ଷଣ କର୍ମଶାଳା, ସ୍ଥାନ: ଅତାବିରା, ସମୟ: ପୂର୍ବାହ୍ନ ୧୦ଟା [444,827,654,861]
city-heading: ନବରଙ୍ଗପୁର [226,1045,336,1069]
zodiac-sign-label: ବୃଷ [1131,393,1191,415]
horoscope-row [1127,1360,1467,1501]
